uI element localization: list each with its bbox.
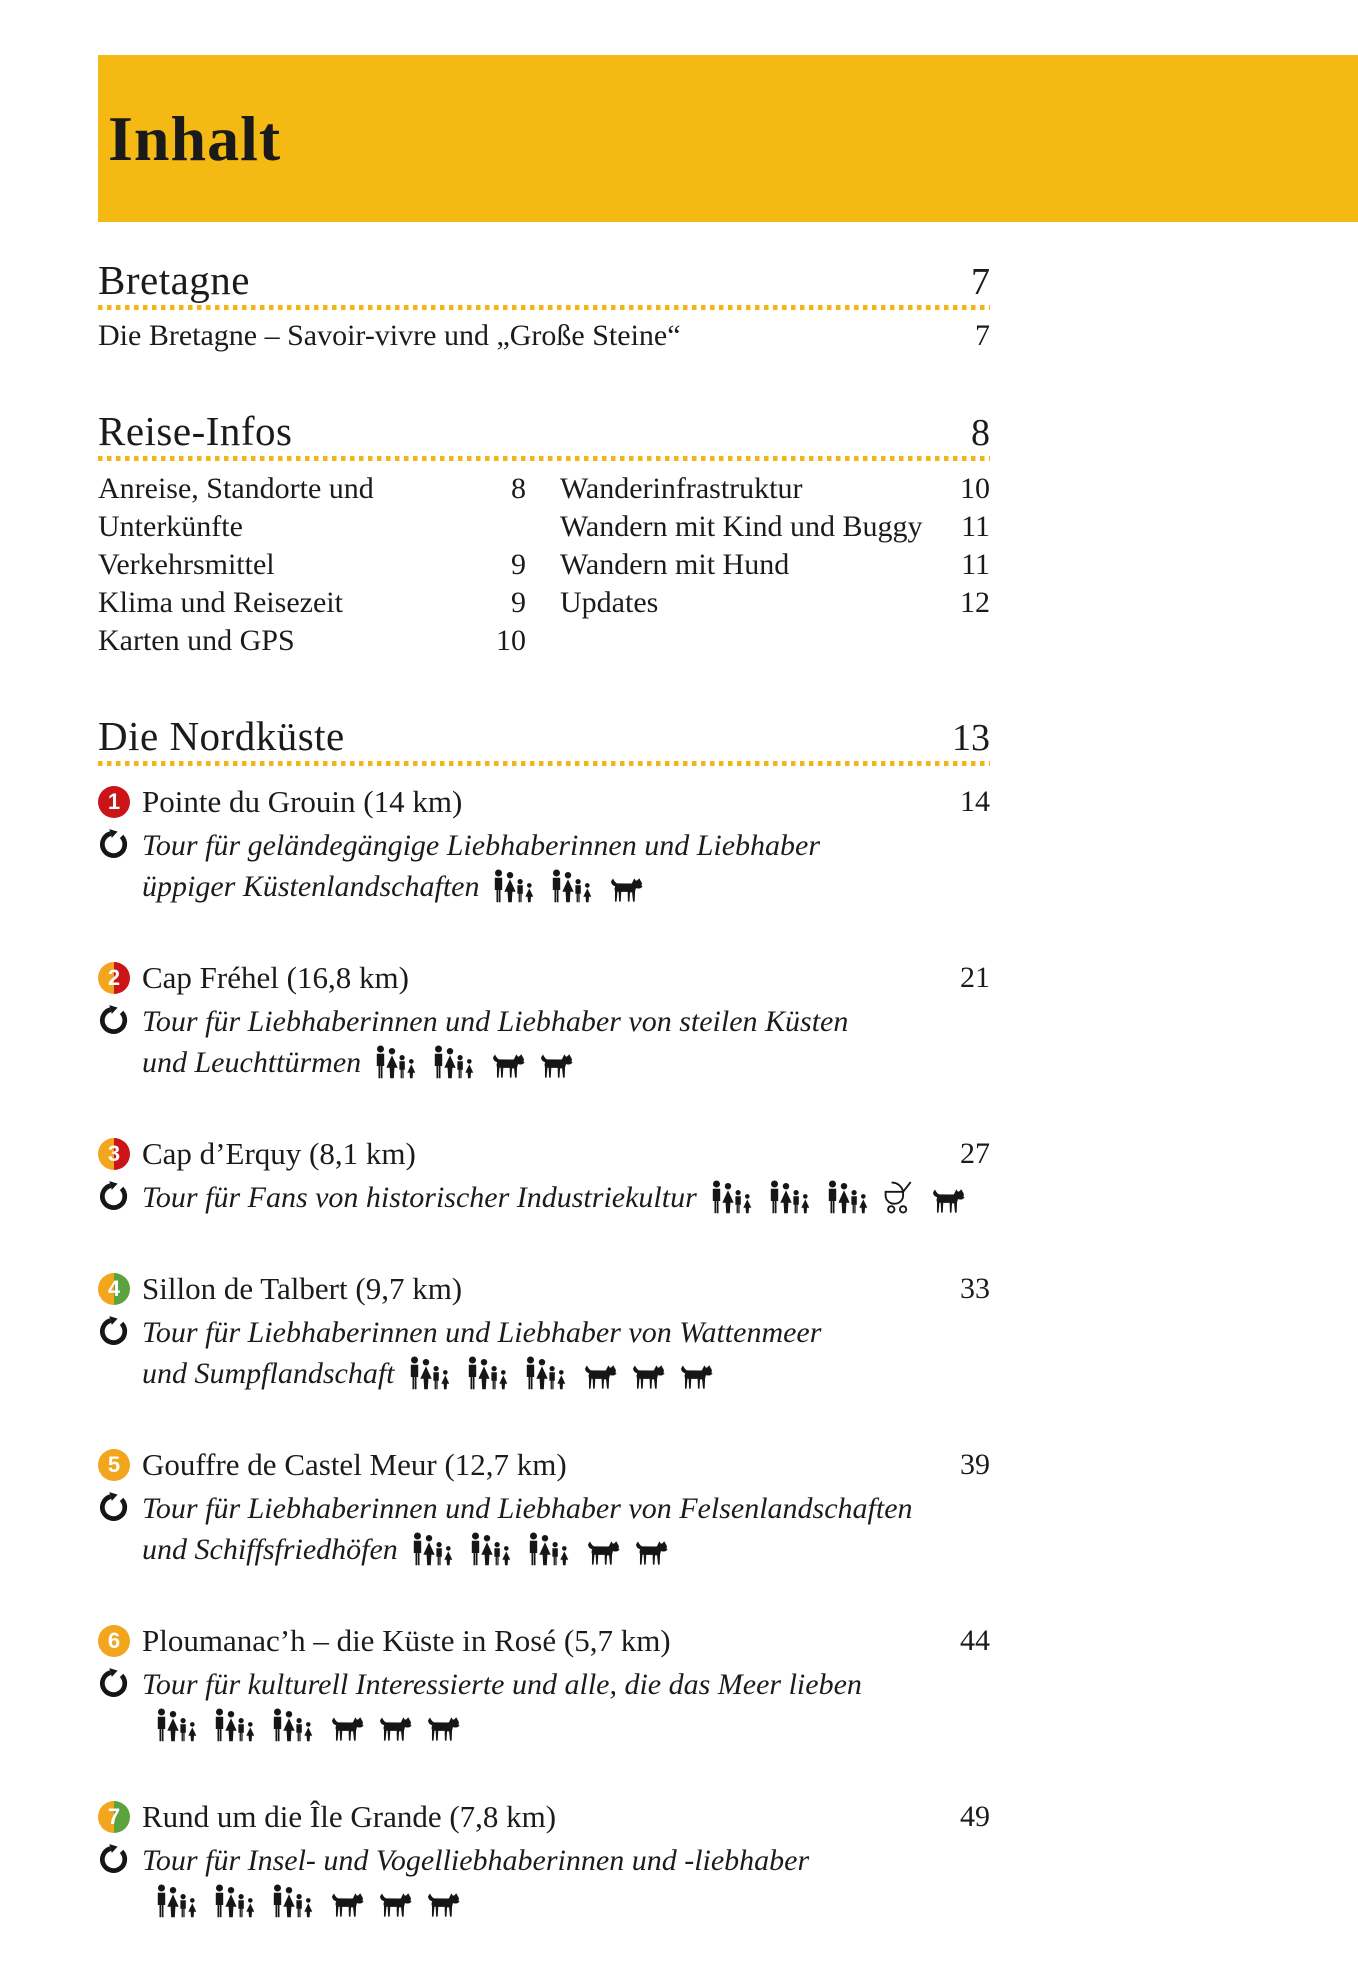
tour-entry xyxy=(98,1445,990,1577)
family-icon xyxy=(372,1045,419,1090)
family-icon xyxy=(467,1532,514,1577)
dog-icon xyxy=(327,1712,364,1753)
dog-icon xyxy=(423,1888,460,1929)
roundtour-icon xyxy=(98,825,142,914)
dog-icon xyxy=(628,1360,665,1401)
family-icon xyxy=(708,1180,755,1225)
roundtour-icon xyxy=(98,1664,142,1753)
dog-icon xyxy=(488,1049,525,1090)
tour-number-badge xyxy=(98,962,130,994)
tour-description-line: üppiger Küstenlandschaften xyxy=(142,869,480,903)
toc-row xyxy=(98,546,526,584)
dog-icon xyxy=(583,1536,620,1577)
section-heading-row xyxy=(98,409,990,455)
family-icon xyxy=(490,869,537,914)
toc-content xyxy=(98,222,990,1973)
tour-heading-row xyxy=(98,1797,990,1837)
family-icon xyxy=(766,1180,813,1225)
family-icon xyxy=(211,1884,258,1929)
toc-row-label: Updates xyxy=(560,585,659,619)
tour-number: 5 xyxy=(107,1451,121,1477)
toc-row xyxy=(98,317,990,355)
section-title: Bretagne xyxy=(98,257,250,303)
tour-description xyxy=(142,825,990,914)
tour-description xyxy=(142,1488,990,1577)
tour-heading-row xyxy=(98,782,990,822)
toc-row xyxy=(560,546,990,584)
section-bretagne xyxy=(98,258,990,355)
section-heading-row xyxy=(98,258,990,304)
toc-row-page: 10 xyxy=(496,623,526,657)
section-page-number: 7 xyxy=(971,261,990,303)
tour-page-number: 14 xyxy=(960,784,990,818)
tour-description-line: Tour für kulturell Interessierte und alle, die das Meer lieben xyxy=(142,1667,862,1701)
dotted-leader xyxy=(98,305,990,310)
toc-row-page: 9 xyxy=(511,547,526,581)
dog-icon xyxy=(580,1360,617,1401)
tour-description-line: und Leuchttürmen xyxy=(142,1045,362,1079)
tour-page-number: 21 xyxy=(960,960,990,994)
tour-description xyxy=(142,1312,990,1401)
section-reise-infos xyxy=(98,409,990,660)
tour-page-number: 44 xyxy=(960,1623,990,1657)
tour-description-line: Tour für Insel- und Vogelliebhaberinnen und -liebhaber xyxy=(142,1843,810,1877)
toc-row-page: 12 xyxy=(960,585,990,619)
tour-number: 1 xyxy=(107,788,121,814)
tour-number-badge xyxy=(98,1449,130,1481)
tour-title: Rund um die Île Grande (7,8 km) xyxy=(142,1798,557,1834)
roundtour-icon xyxy=(98,1177,142,1225)
roundtour-icon xyxy=(98,1488,142,1577)
tour-title: Ploumanac’h – die Küste in Rosé (5,7 km) xyxy=(142,1622,671,1658)
reise-infos-right-column xyxy=(560,470,990,660)
tour-description-line: Tour für geländegängige Liebhaberinnen und Liebhaber xyxy=(142,828,821,862)
tour-description-line: Tour für Fans von historischer Industriekultur xyxy=(142,1180,697,1214)
family-icon xyxy=(269,1708,316,1753)
tour-description-row xyxy=(98,1840,990,1929)
tour-number-badge xyxy=(98,1801,130,1833)
dog-icon xyxy=(928,1184,965,1225)
tour-description-line: und Schiffsfriedhöfen xyxy=(142,1532,398,1566)
tour-description-row xyxy=(98,1001,990,1090)
tour-number: 3 xyxy=(107,1140,121,1166)
tour-title: Cap d’Erquy (8,1 km) xyxy=(142,1135,416,1171)
family-icon xyxy=(522,1356,569,1401)
dog-icon xyxy=(375,1888,412,1929)
family-icon xyxy=(409,1532,456,1577)
section-page-number: 13 xyxy=(952,716,990,759)
dog-icon xyxy=(676,1360,713,1401)
toc-row-label: Die Bretagne – Savoir-vivre und „Große Steine“ xyxy=(98,318,681,352)
toc-row-label: Wanderinfrastruktur xyxy=(560,471,803,505)
toc-row xyxy=(98,584,526,622)
toc-row-page: 9 xyxy=(511,585,526,619)
tour-page-number: 39 xyxy=(960,1447,990,1481)
tour-entry xyxy=(98,782,990,914)
section-nordkueste xyxy=(98,714,990,1929)
roundtour-icon xyxy=(98,1840,142,1929)
toc-row-label: Anreise, Standorte und Unterkünfte xyxy=(98,471,374,543)
tour-description-row xyxy=(98,1488,990,1577)
page-header-banner xyxy=(98,55,1358,222)
toc-row-page: 10 xyxy=(960,471,990,505)
family-icon xyxy=(153,1708,200,1753)
tour-number: 2 xyxy=(107,964,121,990)
toc-row-label: Wandern mit Kind und Buggy xyxy=(560,509,923,543)
family-icon xyxy=(269,1884,316,1929)
section-heading-row xyxy=(98,714,990,760)
page-title: Inhalt xyxy=(108,102,282,174)
tour-number-badge xyxy=(98,1138,130,1170)
tour-heading-row xyxy=(98,958,990,998)
tour-number-badge xyxy=(98,786,130,818)
family-icon xyxy=(153,1884,200,1929)
tour-title: Cap Fréhel (16,8 km) xyxy=(142,959,409,995)
family-icon xyxy=(211,1708,258,1753)
tour-entry xyxy=(98,1134,990,1225)
tour-title: Sillon de Talbert (9,7 km) xyxy=(142,1270,463,1306)
section-title: Die Nordküste xyxy=(98,712,345,759)
tour-description xyxy=(142,1177,990,1225)
section-title: Reise-Infos xyxy=(98,407,293,454)
roundtour-icon xyxy=(98,1312,142,1401)
dotted-leader xyxy=(98,761,990,766)
tour-heading-row xyxy=(98,1445,990,1485)
tour-description xyxy=(142,1001,990,1090)
tour-description xyxy=(142,1840,990,1929)
tour-heading-row xyxy=(98,1269,990,1309)
tour-list xyxy=(98,782,990,1929)
tour-heading-row xyxy=(98,1621,990,1661)
tour-description xyxy=(142,1664,990,1753)
tour-entry xyxy=(98,1621,990,1753)
section-page-number: 8 xyxy=(971,411,990,454)
family-icon xyxy=(406,1356,453,1401)
toc-row xyxy=(560,508,990,546)
tour-number: 7 xyxy=(107,1803,121,1829)
toc-row xyxy=(98,470,526,546)
tour-description-row xyxy=(98,1312,990,1401)
family-icon xyxy=(525,1532,572,1577)
tour-number-badge xyxy=(98,1625,130,1657)
tour-description-row xyxy=(98,1664,990,1753)
tour-page-number: 49 xyxy=(960,1799,990,1833)
dog-icon xyxy=(631,1536,668,1577)
toc-row-page: 7 xyxy=(975,318,990,352)
tour-description-row xyxy=(98,825,990,914)
tour-page-number: 33 xyxy=(960,1271,990,1305)
tour-description-line: Tour für Liebhaberinnen und Liebhaber von Wattenmeer xyxy=(142,1315,822,1349)
tour-number: 4 xyxy=(107,1275,121,1301)
toc-row xyxy=(560,470,990,508)
toc-row-page: 11 xyxy=(961,547,990,581)
family-icon xyxy=(430,1045,477,1090)
dog-icon xyxy=(536,1049,573,1090)
dog-icon xyxy=(327,1888,364,1929)
tour-description-line: Tour für Liebhaberinnen und Liebhaber von steilen Küsten xyxy=(142,1004,849,1038)
toc-row-page: 8 xyxy=(511,471,526,505)
tour-entry xyxy=(98,1797,990,1929)
toc-row xyxy=(98,622,526,660)
dog-icon xyxy=(606,873,643,914)
tour-number: 6 xyxy=(107,1627,121,1653)
family-icon xyxy=(548,869,595,914)
toc-row-label: Wandern mit Hund xyxy=(560,547,790,581)
tour-entry xyxy=(98,958,990,1090)
tour-entry xyxy=(98,1269,990,1401)
tour-number-badge xyxy=(98,1273,130,1305)
reise-infos-columns xyxy=(98,470,990,660)
family-icon xyxy=(464,1356,511,1401)
reise-infos-left-column xyxy=(98,470,526,660)
tour-title: Gouffre de Castel Meur (12,7 km) xyxy=(142,1446,567,1482)
toc-row-page: 11 xyxy=(961,509,990,543)
tour-title: Pointe du Grouin (14 km) xyxy=(142,783,463,819)
dotted-leader xyxy=(98,456,990,461)
tour-description-line: Tour für Liebhaberinnen und Liebhaber von Felsenlandschaften xyxy=(142,1491,913,1525)
tour-description-row xyxy=(98,1177,990,1225)
dog-icon xyxy=(375,1712,412,1753)
tour-page-number: 27 xyxy=(960,1136,990,1170)
toc-row-label: Verkehrsmittel xyxy=(98,547,275,581)
tour-description-line: und Sumpflandschaft xyxy=(142,1356,395,1390)
family-icon xyxy=(824,1180,871,1225)
toc-row-label: Klima und Reisezeit xyxy=(98,585,343,619)
tour-heading-row xyxy=(98,1134,990,1174)
toc-row xyxy=(560,584,990,622)
roundtour-icon xyxy=(98,1001,142,1090)
stroller-icon xyxy=(882,1181,917,1225)
toc-row-label: Karten und GPS xyxy=(98,623,295,657)
dog-icon xyxy=(423,1712,460,1753)
